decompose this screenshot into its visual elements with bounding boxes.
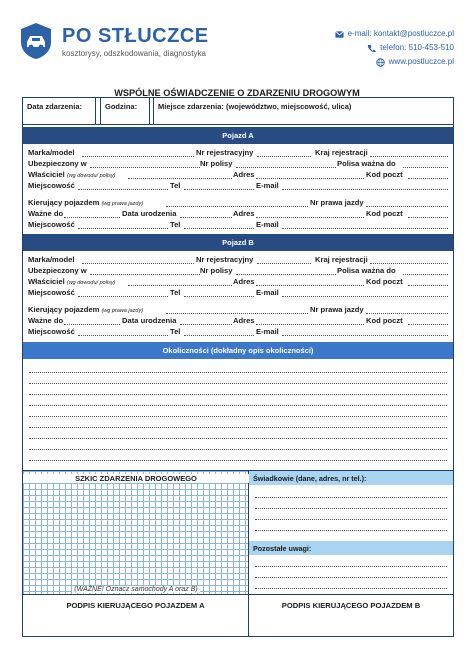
dots bbox=[82, 256, 194, 264]
signature-b-label: PODPIS KIERUJĄCEGO POJAZDEM B bbox=[281, 601, 421, 610]
label: Polisa ważna do bbox=[337, 159, 396, 168]
contact-phone[interactable]: telefon: 510-453-510 bbox=[380, 43, 454, 52]
vehicle-b-insurance-line[interactable] bbox=[28, 266, 448, 277]
label: E-mail bbox=[256, 220, 279, 229]
dots bbox=[370, 256, 448, 264]
envelope-icon bbox=[335, 30, 344, 39]
event-info-row bbox=[23, 98, 453, 125]
circumstances-line bbox=[29, 450, 447, 461]
dots bbox=[282, 221, 448, 229]
label: Nr rejestracyjny bbox=[196, 148, 254, 157]
sketch-title bbox=[23, 474, 249, 483]
label: Właściciel bbox=[28, 170, 65, 179]
globe-icon bbox=[376, 58, 385, 67]
vehicle-b-driver-city-line[interactable] bbox=[28, 327, 448, 338]
remark-line bbox=[255, 556, 447, 567]
dots bbox=[256, 210, 364, 218]
label: Nr rejestracyjny bbox=[196, 255, 254, 264]
page-header bbox=[0, 0, 474, 78]
dots bbox=[408, 171, 448, 179]
label: Miejscowość bbox=[28, 220, 75, 229]
event-time-field[interactable] bbox=[100, 98, 150, 124]
label: Nr polisy bbox=[200, 159, 233, 168]
vehicle-a-driver-line[interactable] bbox=[28, 198, 448, 209]
vehicle-b-city-line[interactable] bbox=[28, 288, 448, 299]
dots bbox=[90, 267, 200, 275]
label: Ważne do bbox=[28, 209, 64, 218]
dots bbox=[282, 289, 448, 297]
dots bbox=[282, 182, 448, 190]
dots bbox=[256, 317, 364, 325]
vehicle-a-owner-line[interactable] bbox=[28, 170, 448, 181]
dots bbox=[408, 278, 448, 286]
note: (wg dowodu/ polisy) bbox=[66, 173, 116, 179]
document-title: WSPÓLNE OŚWIADCZENIE O ZDARZENIU DROGOWYM bbox=[114, 88, 360, 98]
event-date-field[interactable] bbox=[23, 98, 96, 124]
circumstances-text-area[interactable] bbox=[29, 362, 447, 461]
sketch-note-text: (WAŻNE! Oznacz samochody A oraz B) bbox=[74, 586, 198, 593]
circumstances-heading: Okoliczności (dokładny opis okoliczności) bbox=[23, 342, 453, 359]
dots bbox=[78, 221, 168, 229]
circumstances-line bbox=[29, 406, 447, 417]
note: (wg prawa jazdy) bbox=[101, 308, 144, 314]
signature-a-field[interactable] bbox=[23, 595, 249, 637]
label: Nr prawa jazdy bbox=[310, 305, 364, 314]
signature-b-field[interactable] bbox=[249, 595, 453, 637]
label: E-mail bbox=[256, 181, 279, 190]
remark-line bbox=[255, 578, 447, 589]
event-place-label: Miejsce zdarzenia: (województwo, miejscowość, ulica) bbox=[158, 102, 352, 111]
dots bbox=[184, 182, 254, 190]
dots bbox=[78, 182, 168, 190]
dots bbox=[90, 160, 200, 168]
form-frame bbox=[22, 97, 454, 637]
dots bbox=[78, 328, 168, 336]
label: Ubezpieczony w bbox=[28, 266, 87, 275]
sketch-grid[interactable] bbox=[23, 470, 249, 594]
label: Adres bbox=[233, 170, 255, 179]
label: Kod poczt bbox=[366, 170, 403, 179]
dots bbox=[403, 267, 448, 275]
dots bbox=[166, 306, 308, 314]
witness-line bbox=[255, 487, 447, 498]
label: Kod poczt bbox=[366, 209, 403, 218]
vehicle-a-make-line[interactable] bbox=[28, 148, 448, 159]
contact-email[interactable]: e-mail: kontakt@postluczce.pl bbox=[347, 29, 454, 38]
label: Tel bbox=[170, 327, 181, 336]
side-panel bbox=[249, 470, 453, 594]
label: Miejscowość bbox=[28, 288, 75, 297]
dots bbox=[366, 199, 448, 207]
label: Miejscowość bbox=[28, 181, 75, 190]
dots bbox=[166, 199, 308, 207]
dots bbox=[236, 267, 336, 275]
remarks-lines[interactable] bbox=[255, 556, 447, 589]
witness-line bbox=[255, 498, 447, 509]
label: Miejscowość bbox=[28, 327, 75, 336]
vehicle-a-dob-line[interactable] bbox=[28, 209, 448, 220]
event-date-label: Data zdarzenia: bbox=[27, 102, 83, 111]
label: Tel bbox=[170, 220, 181, 229]
dots bbox=[128, 278, 232, 286]
dots bbox=[408, 317, 448, 325]
remarks-heading: Pozostałe uwagi: bbox=[249, 541, 453, 555]
dots bbox=[408, 210, 448, 218]
signature-a-label: PODPIS KIERUJĄCEGO POJAZDEM A bbox=[66, 601, 205, 610]
witness-line bbox=[255, 509, 447, 520]
label: Marka/model bbox=[28, 148, 75, 157]
dots bbox=[184, 328, 254, 336]
label: Ważne do bbox=[28, 316, 64, 325]
sketch-and-notes bbox=[23, 470, 453, 594]
dots bbox=[236, 160, 336, 168]
label: Kierujący pojazdem bbox=[28, 305, 100, 314]
dots bbox=[257, 149, 311, 157]
circumstances-line bbox=[29, 384, 447, 395]
label: Polisa ważna do bbox=[337, 266, 396, 275]
circumstances-line bbox=[29, 428, 447, 439]
label: Marka/model bbox=[28, 255, 75, 264]
label: Tel bbox=[170, 288, 181, 297]
dots bbox=[64, 210, 120, 218]
vehicle-a-insurance-line[interactable] bbox=[28, 159, 448, 170]
label: Adres bbox=[233, 316, 255, 325]
dots bbox=[78, 289, 168, 297]
label: Adres bbox=[233, 209, 255, 218]
brand-name: PO STŁUCZCE bbox=[62, 25, 209, 47]
event-time-label: Godzina: bbox=[105, 102, 138, 111]
dots bbox=[184, 221, 254, 229]
label: Kod poczt bbox=[366, 277, 403, 286]
vehicle-a-heading: Pojazd A bbox=[23, 127, 453, 144]
sketch-note bbox=[23, 586, 249, 593]
dots bbox=[282, 328, 448, 336]
label: Tel bbox=[170, 181, 181, 190]
dots bbox=[82, 149, 194, 157]
shield-logo-icon bbox=[19, 22, 53, 60]
dots bbox=[370, 149, 448, 157]
label: Kraj rejestracji bbox=[315, 148, 368, 157]
dots bbox=[180, 317, 232, 325]
dots bbox=[257, 256, 311, 264]
label: Właściciel bbox=[28, 277, 65, 286]
witness-line bbox=[255, 520, 447, 531]
label: Nr polisy bbox=[200, 266, 233, 275]
label: E-mail bbox=[256, 288, 279, 297]
dots bbox=[180, 210, 232, 218]
label: Kraj rejestracji bbox=[315, 255, 368, 264]
witnesses-lines[interactable] bbox=[255, 487, 447, 531]
vehicle-b-make-line[interactable] bbox=[28, 255, 448, 266]
circumstances-line bbox=[29, 439, 447, 450]
dots bbox=[366, 306, 448, 314]
dots bbox=[403, 160, 448, 168]
dots bbox=[256, 171, 364, 179]
dots bbox=[64, 317, 120, 325]
phone-icon bbox=[367, 44, 376, 53]
label: Adres bbox=[233, 277, 255, 286]
label: Kierujący pojazdem bbox=[28, 198, 100, 207]
vehicle-b-owner-line[interactable] bbox=[28, 277, 448, 288]
circumstances-line bbox=[29, 373, 447, 384]
label: Data urodzenia bbox=[122, 316, 177, 325]
vehicle-a-city-line[interactable] bbox=[28, 181, 448, 192]
vehicle-b-dob-line[interactable] bbox=[28, 316, 448, 327]
contact-info bbox=[335, 27, 454, 69]
circumstances-line bbox=[29, 362, 447, 373]
sketch-title-text: SZKIC ZDARZENIA DROGOWEGO bbox=[75, 474, 197, 483]
brand-tagline: kosztorysy, odszkodowania, diagnostyka bbox=[62, 49, 206, 58]
label: Kod poczt bbox=[366, 316, 403, 325]
note: (wg prawa jazdy) bbox=[101, 201, 144, 207]
circumstances-line bbox=[29, 395, 447, 406]
event-place-field[interactable] bbox=[153, 98, 453, 124]
contact-website[interactable]: www.postluczce.pl bbox=[388, 57, 454, 66]
dots bbox=[184, 289, 254, 297]
dots bbox=[128, 171, 232, 179]
label: Data urodzenia bbox=[122, 209, 177, 218]
circumstances-line bbox=[29, 417, 447, 428]
vehicle-b-driver-line[interactable] bbox=[28, 305, 448, 316]
note: (wg dowodu/ polisy) bbox=[66, 280, 116, 286]
vehicle-a-driver-city-line[interactable] bbox=[28, 220, 448, 231]
label: E-mail bbox=[256, 327, 279, 336]
dots bbox=[256, 278, 364, 286]
witnesses-heading: Świadkowie (dane, adres, nr tel.): bbox=[249, 471, 453, 485]
signatures-row bbox=[23, 594, 453, 636]
label: Nr prawa jazdy bbox=[310, 198, 364, 207]
label: Ubezpieczony w bbox=[28, 159, 87, 168]
remark-line bbox=[255, 567, 447, 578]
vehicle-b-heading: Pojazd B bbox=[23, 234, 453, 251]
